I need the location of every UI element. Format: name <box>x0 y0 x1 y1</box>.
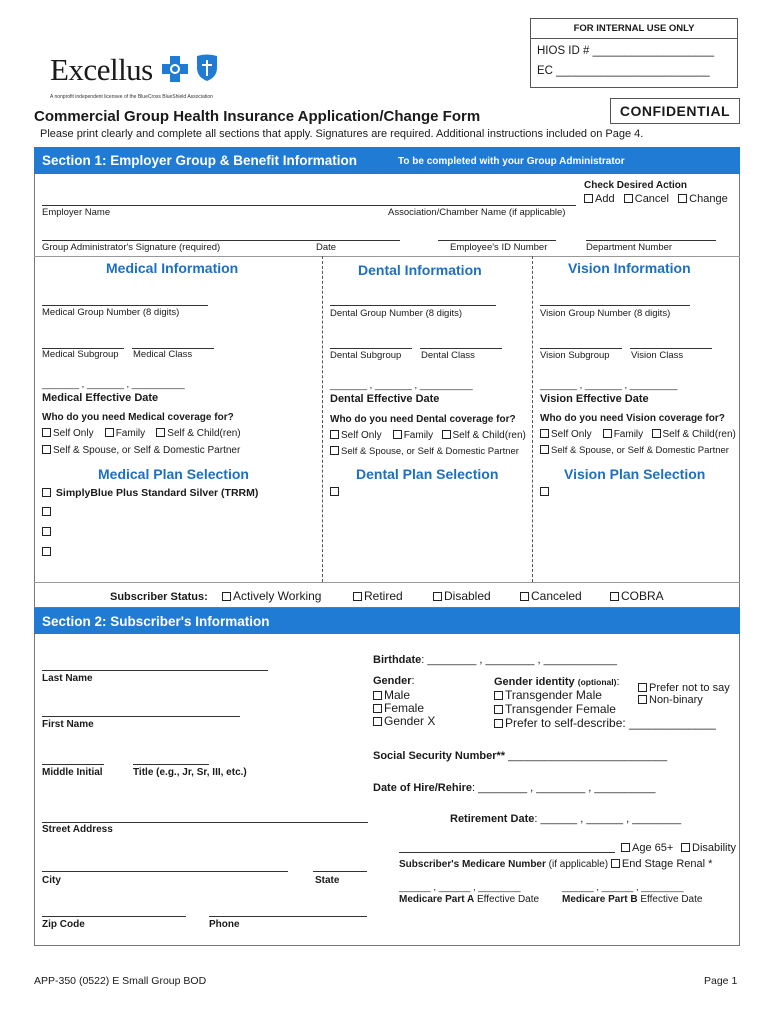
dental-vision-divider <box>532 256 533 582</box>
status-divider <box>34 582 740 583</box>
internal-use-title: FOR INTERNAL USE ONLY <box>531 19 737 39</box>
vision-coverage-row2 <box>540 445 729 456</box>
vision-effective-date-blank[interactable]: _______ , _______ , _________ <box>540 380 678 391</box>
last-name-line[interactable] <box>42 670 268 671</box>
medical-dental-divider <box>322 256 323 582</box>
vision-who-label: Who do you need Vision coverage for? <box>540 413 725 424</box>
medical-plan-option2[interactable] <box>42 507 53 518</box>
dental-effective-date-blank[interactable]: _______ , _______ , __________ <box>330 380 473 391</box>
birthdate-label: Birthdate <box>373 654 422 666</box>
hire-date-label: Date of Hire/Rehire <box>373 782 473 794</box>
medical-plan1-label: SimplyBlue Plus Standard Silver (TRRM) <box>55 487 259 499</box>
last-name-label: Last Name <box>42 673 93 684</box>
medicare-part-a-blank[interactable]: ______ , ______ , ________ <box>399 882 521 893</box>
identity-colon: : <box>616 676 620 688</box>
check-action-label: Check Desired Action <box>584 180 687 191</box>
hire-date-field[interactable] <box>373 782 656 794</box>
medicare-part-a-label: Medicare Part A <box>399 894 475 905</box>
section1-title: Section 1: Employer Group & Benefit Information <box>42 153 358 168</box>
status-cobra-label: COBRA <box>621 589 664 603</box>
identity-trans-male[interactable] <box>494 688 602 702</box>
city-line[interactable] <box>42 871 288 872</box>
vision-self-only-checkbox[interactable] <box>540 429 592 440</box>
admin-signature-line[interactable] <box>42 240 400 241</box>
identity-self-describe[interactable] <box>494 716 716 730</box>
medical-class-label: Medical Class <box>133 349 193 360</box>
gender-x[interactable] <box>373 714 435 728</box>
form-title: Commercial Group Health Insurance Application/Change Form <box>34 108 481 125</box>
retirement-date-field[interactable] <box>450 813 681 825</box>
employee-id-label: Employee's ID Number <box>450 242 548 253</box>
dental-subgroup-label: Dental Subgroup <box>330 350 402 361</box>
vision-class-line[interactable] <box>630 348 712 349</box>
identity-label: Gender identity <box>494 676 575 688</box>
section1-header <box>34 147 740 174</box>
section1-divider <box>34 256 740 257</box>
vision-family-label: Family <box>613 429 644 440</box>
vision-subgroup-label: Vision Subgroup <box>540 350 610 361</box>
medical-effective-date-label: Medical Effective Date <box>42 392 159 404</box>
status-actively-working-label: Actively Working <box>233 589 322 603</box>
medicare-part-b-blank[interactable]: ______ , ______ , ________ <box>562 882 684 893</box>
cancel-label: Cancel <box>634 193 669 205</box>
section2-title: Section 2: Subscriber's Information <box>42 614 270 629</box>
middle-initial-label: Middle Initial <box>42 767 103 778</box>
medicare-number-label: Subscriber's Medicare Number <box>399 859 546 870</box>
vision-self-children-label: Self & Child(ren) <box>662 429 736 440</box>
section2-header <box>34 608 740 634</box>
medical-plan-option1[interactable] <box>42 487 258 499</box>
dental-family-checkbox[interactable] <box>393 430 433 441</box>
esrd-checkbox[interactable] <box>611 858 713 870</box>
retirement-date-label: Retirement Date <box>450 813 535 825</box>
status-retired[interactable] <box>353 589 403 603</box>
dental-who-label: Who do you need Dental coverage for? <box>330 414 516 425</box>
status-cobra[interactable] <box>610 589 664 603</box>
retirement-date-blank: : ______ , ______ , ________ <box>534 813 682 825</box>
medicare-part-a-eff: Effective Date <box>474 894 540 905</box>
birthdate-field[interactable] <box>373 654 617 666</box>
identity-trans-male-label: Transgender Male <box>505 688 602 702</box>
status-retired-label: Retired <box>364 589 403 603</box>
date-label: Date <box>316 242 337 253</box>
dental-plan-header: Dental Plan Selection <box>356 466 499 482</box>
dental-class-label: Dental Class <box>421 350 475 361</box>
medicare-number-optional: (if applicable) <box>545 859 611 870</box>
state-line[interactable] <box>313 871 367 872</box>
dental-effective-date-label: Dental Effective Date <box>330 393 440 405</box>
medicare-part-b-label: Medicare Part B <box>562 894 638 905</box>
excellus-logo <box>50 50 230 100</box>
change-checkbox[interactable] <box>678 193 728 205</box>
internal-use-box <box>530 18 738 88</box>
medical-self-only-label: Self Only <box>53 428 94 439</box>
form-code: APP-350 (0522) E Small Group BOD <box>34 975 207 987</box>
status-disabled-label: Disabled <box>444 589 491 603</box>
medical-coverage-row1 <box>42 428 241 439</box>
identity-nonbinary-label: Non-binary <box>649 694 703 706</box>
phone-line[interactable] <box>209 916 367 917</box>
status-actively-working[interactable] <box>222 589 321 603</box>
medical-self-only-checkbox[interactable] <box>42 428 94 439</box>
gender-male[interactable] <box>373 688 410 702</box>
phone-label: Phone <box>209 919 240 930</box>
medical-info-header: Medical Information <box>106 260 239 276</box>
age65-checkbox[interactable] <box>621 842 673 854</box>
identity-prefer-not[interactable] <box>638 682 730 694</box>
vision-plan-option1[interactable] <box>540 487 551 498</box>
city-label: City <box>42 875 61 886</box>
hire-date-blank: : ________ , ________ , __________ <box>472 782 656 794</box>
identity-trans-female-label: Transgender Female <box>505 702 616 716</box>
ssn-label: Social Security Number** <box>373 750 506 762</box>
medical-effective-date-blank[interactable]: _______ , _______ , __________ <box>42 379 185 390</box>
vision-subgroup-line[interactable] <box>540 348 622 349</box>
subscriber-status-row <box>110 589 664 603</box>
zip-line[interactable] <box>42 916 186 917</box>
add-checkbox[interactable] <box>584 193 615 205</box>
identity-prefer-not-label: Prefer not to say <box>649 682 730 694</box>
vision-class-label: Vision Class <box>631 350 684 361</box>
esrd-label: End Stage Renal * <box>621 858 713 870</box>
dental-group-number-line[interactable] <box>330 305 496 306</box>
dental-coverage-row1 <box>330 430 526 441</box>
dental-group-number-label: Dental Group Number (8 digits) <box>330 308 462 319</box>
gender-label: Gender <box>373 675 412 687</box>
vision-effective-date-label: Vision Effective Date <box>540 393 649 405</box>
gender-x-label: Gender X <box>384 714 436 728</box>
ec-field[interactable]: EC ________________________ <box>537 65 710 77</box>
subscriber-status-label: Subscriber Status: <box>110 591 208 603</box>
disability-label: Disability <box>692 842 737 854</box>
medical-group-number-line[interactable] <box>42 305 208 306</box>
street-line[interactable] <box>42 822 368 823</box>
vision-plan-header: Vision Plan Selection <box>564 466 706 482</box>
dental-self-spouse-checkbox[interactable] <box>330 446 519 457</box>
medical-family-label: Family <box>115 428 146 439</box>
hios-id-field[interactable]: HIOS ID # ___________________ <box>537 45 715 57</box>
medicare-part-b-eff: Effective Date <box>637 894 703 905</box>
vision-self-spouse-label: Self & Spouse, or Self & Domestic Partner <box>551 445 729 456</box>
birthdate-blank: : ________ , ________ , ____________ <box>421 654 618 666</box>
vision-self-children-checkbox[interactable] <box>652 429 736 440</box>
medical-group-number-label: Medical Group Number (8 digits) <box>42 307 180 318</box>
association-label: Association/Chamber Name (if applicable) <box>388 207 566 218</box>
state-label: State <box>315 875 340 886</box>
middle-initial-line[interactable] <box>42 764 104 765</box>
admin-signature-label: Group Administrator's Signature (required) <box>42 242 221 253</box>
medical-coverage-row2 <box>42 445 240 456</box>
gender-male-label: Male <box>384 688 411 702</box>
medical-subgroup-label: Medical Subgroup <box>42 349 119 360</box>
change-label: Change <box>689 193 728 205</box>
medical-plan-option4[interactable] <box>42 547 53 558</box>
medical-self-children-label: Self & Child(ren) <box>167 428 241 439</box>
medicare-part-b-label-wrap <box>562 894 702 905</box>
zip-label: Zip Code <box>42 919 85 930</box>
vision-self-spouse-checkbox[interactable] <box>540 445 729 456</box>
medical-self-spouse-checkbox[interactable] <box>42 445 240 456</box>
ssn-blank: __________________________ <box>505 750 668 762</box>
identity-nonbinary[interactable] <box>638 694 703 706</box>
status-canceled[interactable] <box>520 589 582 603</box>
dental-self-spouse-label: Self & Spouse, or Self & Domestic Partner <box>341 446 519 457</box>
title-label: Title (e.g., Jr, Sr, III, etc.) <box>133 767 247 778</box>
identity-label-wrap <box>494 676 620 688</box>
identity-trans-female[interactable] <box>494 702 616 716</box>
medical-self-children-checkbox[interactable] <box>156 428 240 439</box>
dental-self-children-label: Self & Child(ren) <box>452 430 526 441</box>
department-label: Department Number <box>586 242 673 253</box>
blue-cross-icon <box>162 56 188 82</box>
medical-plan-header: Medical Plan Selection <box>98 466 249 482</box>
vision-coverage-row1 <box>540 429 736 440</box>
gender-colon: : <box>411 675 415 687</box>
ssn-field[interactable] <box>373 750 667 762</box>
first-name-label: First Name <box>42 719 94 730</box>
age65-label: Age 65+ <box>632 842 674 854</box>
first-name-line[interactable] <box>42 716 240 717</box>
dental-family-label: Family <box>403 430 434 441</box>
confidential-label: CONFIDENTIAL <box>619 103 731 119</box>
street-label: Street Address <box>42 824 113 835</box>
confidential-box <box>610 98 740 124</box>
vision-self-only-label: Self Only <box>551 429 592 440</box>
status-canceled-label: Canceled <box>531 589 582 603</box>
page-number: Page 1 <box>704 975 738 987</box>
identity-optional: (optional) <box>577 677 617 687</box>
gender-female-label: Female <box>384 701 425 715</box>
vision-family-checkbox[interactable] <box>603 429 643 440</box>
vision-group-number-line[interactable] <box>540 305 690 306</box>
dental-coverage-row2 <box>330 446 519 457</box>
dental-self-children-checkbox[interactable] <box>442 430 526 441</box>
employer-name-label: Employer Name <box>42 207 111 218</box>
status-disabled[interactable] <box>433 589 491 603</box>
dental-self-only-checkbox[interactable] <box>330 430 382 441</box>
disability-checkbox[interactable] <box>681 842 736 854</box>
action-options <box>584 193 728 205</box>
medicare-number-label-wrap <box>399 858 712 870</box>
dental-subgroup-line[interactable] <box>330 348 412 349</box>
dental-plan-option1[interactable] <box>330 487 341 498</box>
medicare-part-a-label-wrap <box>399 894 539 905</box>
dental-self-only-label: Self Only <box>341 430 382 441</box>
form-instructions: Please print clearly and complete all sections that apply. Signatures are required. Additional instructions included on Page 4. <box>40 128 644 140</box>
title-line[interactable] <box>133 764 209 765</box>
medical-self-spouse-label: Self & Spouse, or Self & Domestic Partner <box>53 445 241 456</box>
medical-plan-option3[interactable] <box>42 527 53 538</box>
department-line[interactable] <box>586 240 716 241</box>
logo-tagline: A nonprofit independent licensee of the BlueCross BlueShield Association <box>50 94 213 100</box>
logo-wordmark: Excellus <box>50 52 153 87</box>
dental-info-header: Dental Information <box>358 262 482 278</box>
dental-class-line[interactable] <box>420 348 502 349</box>
identity-self-describe-label: Prefer to self-describe: _____________ <box>505 716 716 730</box>
medical-family-checkbox[interactable] <box>105 428 145 439</box>
gender-female[interactable] <box>373 701 424 715</box>
employee-id-line[interactable] <box>438 240 556 241</box>
cancel-checkbox[interactable] <box>624 193 669 205</box>
section1-subtitle: To be completed with your Group Administrator <box>398 156 625 167</box>
add-label: Add <box>595 193 615 205</box>
vision-group-number-label: Vision Group Number (8 digits) <box>540 308 671 319</box>
blue-shield-icon <box>195 54 219 82</box>
medical-who-label: Who do you need Medical coverage for? <box>42 412 234 423</box>
employer-name-line[interactable] <box>42 205 576 206</box>
medicare-number-line[interactable] <box>399 852 615 853</box>
vision-info-header: Vision Information <box>568 260 691 276</box>
gender-label-wrap <box>373 675 415 687</box>
